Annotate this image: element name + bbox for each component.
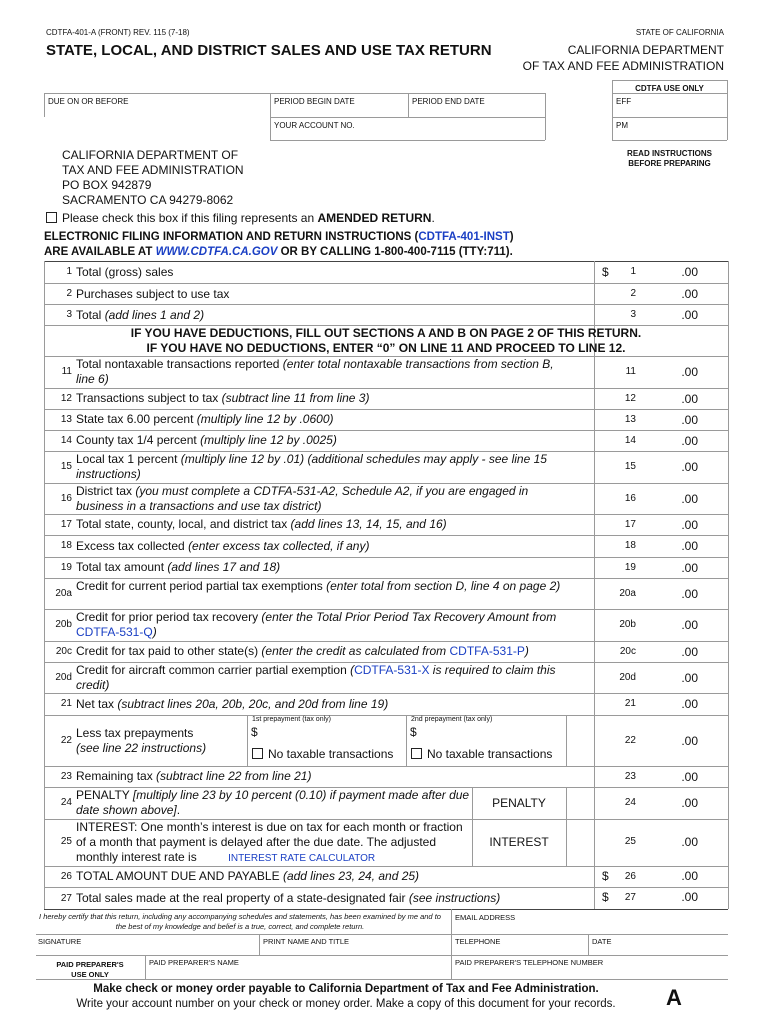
deductions-note-1: IF YOU HAVE DEDUCTIONS, FILL OUT SECTIONS A AND B ON PAGE 2 OF THIS RETURN. [130, 326, 642, 340]
form-letter: A [666, 985, 682, 1010]
efile-line2-a: ARE AVAILABLE AT [44, 246, 156, 258]
interest-calculator-link[interactable]: INTEREST RATE CALCULATOR [228, 853, 376, 864]
line-2-box: 2 [630, 288, 636, 299]
line-1-amount[interactable]: .00 [681, 265, 698, 279]
line-13-desc [76, 412, 566, 427]
deductions-note [44, 326, 728, 356]
line-13-italic: (multiply line 12 by .0600) [196, 412, 334, 426]
line-number: 1 [66, 266, 72, 277]
line-20a-amount[interactable]: .00 [681, 587, 698, 601]
line-3 [44, 304, 728, 325]
line-21-text: Net tax [76, 697, 118, 711]
line-number: 24 [60, 797, 72, 808]
line-22-box: 22 [624, 735, 636, 746]
line-22-italic: (see line 22 instructions) [76, 741, 207, 755]
account-no-label: YOUR ACCOUNT NO. [274, 121, 355, 130]
line-20d-desc [76, 663, 566, 693]
period-end-label: PERIOD END DATE [412, 97, 485, 106]
mailing-address [62, 148, 244, 208]
form-title: STATE, LOCAL, AND DISTRICT SALES AND USE TAX RETURN [46, 42, 492, 59]
inst-link[interactable]: CDTFA-401-INST [418, 231, 510, 243]
line-number: 20b [55, 619, 72, 630]
line-number: 17 [60, 519, 72, 530]
line-20b-italic-end: ) [152, 625, 157, 639]
date-label: DATE [592, 937, 612, 946]
form-531p-link[interactable]: CDTFA-531-P [449, 644, 525, 658]
line-23 [44, 766, 728, 787]
line-14 [44, 430, 728, 451]
paid-preparer-label [36, 960, 144, 980]
line-number: 16 [60, 493, 72, 504]
line-15-amount[interactable]: .00 [681, 460, 698, 474]
line-13-amount[interactable]: .00 [681, 413, 698, 427]
line-21-desc [76, 697, 566, 712]
line-2-desc: Purchases subject to use tax [76, 287, 230, 301]
account-note: Write your account number on your check or money order. Make a copy of this document for your records. [76, 998, 616, 1010]
line-22-desc [76, 726, 276, 756]
line-23-amount[interactable]: .00 [681, 770, 698, 784]
certification: I hereby certify that this return, including any accompanying schedules and statements, has been examined by me and to the best of my knowledge and belief is a true, correct, and complete return. [39, 912, 441, 931]
line-20b [44, 609, 728, 641]
line-20d-amount[interactable]: .00 [681, 671, 698, 685]
prepay-1-label: 1st prepayment (tax only) [252, 716, 331, 723]
line-18-amount[interactable]: .00 [681, 539, 698, 553]
line-19-desc [76, 560, 566, 575]
line-17-amount[interactable]: .00 [681, 518, 698, 532]
line-number: 19 [60, 562, 72, 573]
line-14-desc [76, 433, 566, 448]
line-25-text: INTEREST: One month’s interest is due on tax for each month or fraction of a month that payment is delayed after the due date. The adjusted monthly interest rate is [76, 820, 463, 864]
line-26-amount[interactable]: .00 [681, 869, 698, 883]
line-25-desc [76, 820, 471, 866]
interest-label: INTEREST [489, 835, 549, 849]
line-16-box: 16 [624, 493, 636, 504]
line-20a [44, 578, 728, 609]
line-12-box: 12 [624, 393, 636, 404]
line-12-desc [76, 391, 566, 406]
line-14-italic: (multiply line 12 by .0025) [200, 433, 337, 447]
line-20c-box: 20c [619, 646, 636, 657]
line-number: 12 [60, 393, 72, 404]
line-number: 13 [60, 414, 72, 425]
line-11-box: 11 [625, 366, 636, 377]
line-23-desc [76, 769, 566, 784]
line-3-text: Total [76, 308, 105, 322]
line-number: 22 [60, 735, 72, 746]
line-20c-desc [76, 644, 566, 659]
line-number: 20a [55, 588, 72, 599]
dollar-sign: $ [602, 890, 609, 904]
line-26-desc [76, 869, 566, 884]
line-24-text: PENALTY [76, 788, 133, 802]
line-26 [44, 866, 728, 887]
line-25 [44, 819, 728, 866]
line-20b-italic: (enter the Total Prior Period Tax Recovery Amount from [261, 610, 557, 624]
line-number: 3 [66, 309, 72, 320]
line-24 [44, 787, 728, 819]
line-20b-amount[interactable]: .00 [681, 618, 698, 632]
line-20a-text: Credit for current period partial tax exemptions [76, 579, 327, 593]
no-taxable-2-checkbox[interactable] [411, 748, 422, 759]
line-24-box: 24 [624, 797, 636, 808]
address-line-1: CALIFORNIA DEPARTMENT OF [62, 148, 239, 162]
line-24-italic: [multiply line 23 by 10 percent (0.10) if payment made after due date shown above] [76, 788, 470, 817]
line-19 [44, 557, 728, 578]
line-16 [44, 483, 728, 514]
line-12 [44, 388, 728, 409]
line-24-end: . [176, 803, 181, 817]
preparer-name-label: PAID PREPARER'S NAME [149, 958, 239, 967]
read-instructions [612, 149, 727, 169]
line-18-text: Excess tax collected [76, 539, 189, 553]
payable-note: Make check or money order payable to California Department of Tax and Fee Administration. [93, 983, 599, 995]
line-19-amount[interactable]: .00 [681, 561, 698, 575]
line-20c-amount[interactable]: .00 [681, 645, 698, 659]
line-19-text: Total tax amount [76, 560, 168, 574]
eff-label: EFF [616, 97, 632, 106]
due-date-label: DUE ON OR BEFORE [48, 97, 129, 106]
pm-label: PM [616, 121, 628, 130]
line-16-italic: (you must complete a CDTFA-531-A2, Schedule A2, if you are engaged in business in a transactions and use tax district) [76, 484, 529, 513]
line-20b-text: Credit for prior period tax recovery [76, 610, 262, 624]
line-13 [44, 409, 728, 430]
line-20b-desc [76, 610, 566, 640]
line-23-text: Remaining tax [76, 769, 157, 783]
line-20b-box: 20b [619, 619, 636, 630]
cdtfa-use-only: CDTFA USE ONLY [635, 84, 704, 93]
line-20d-box: 20d [619, 672, 636, 683]
dept-name [523, 43, 724, 73]
line-27-amount[interactable]: .00 [681, 890, 698, 904]
line-14-amount[interactable]: .00 [681, 434, 698, 448]
prepay-2-dollar[interactable]: $ [410, 725, 417, 739]
line-18 [44, 535, 728, 557]
line-22-text: Less tax prepayments [76, 726, 194, 740]
line-20c-italic-end: ) [524, 644, 529, 658]
line-20a-desc [76, 579, 566, 594]
line-1 [44, 261, 728, 283]
form-531q-link[interactable]: CDTFA-531-Q [76, 625, 153, 639]
line-20a-box: 20a [619, 588, 636, 599]
form-id: CDTFA-401-A (FRONT) REV. 115 (7-18) [46, 28, 190, 37]
line-21 [44, 693, 728, 715]
print-name-label: PRINT NAME AND TITLE [263, 937, 349, 946]
line-16-amount[interactable]: .00 [681, 492, 698, 506]
period-begin-label: PERIOD BEGIN DATE [274, 97, 355, 106]
line-20a-italic: (enter total from section D, line 4 on page 2) [326, 579, 561, 593]
line-18-italic: (enter excess tax collected, if any) [188, 539, 370, 553]
penalty-label: PENALTY [492, 796, 546, 810]
amended-checkbox[interactable] [46, 212, 57, 223]
amended-bold: AMENDED RETURN [317, 211, 432, 225]
line-1-desc: Total (gross) sales [76, 265, 174, 279]
line-14-box: 14 [624, 435, 636, 446]
line-16-desc [76, 484, 566, 514]
efile-line1-b: ) [509, 231, 514, 243]
line-3-box: 3 [630, 309, 636, 320]
no-taxable-1-checkbox[interactable] [252, 748, 263, 759]
line-26-text: TOTAL AMOUNT DUE AND PAYABLE [76, 869, 283, 883]
line-number: 18 [60, 540, 72, 551]
form-531x-link[interactable]: CDTFA-531-X [354, 663, 430, 677]
line-24-desc [76, 788, 476, 818]
line-27-desc [76, 891, 566, 906]
line-20c-italic: (enter the credit as calculated from [261, 644, 450, 658]
line-number: 20d [55, 672, 72, 683]
dept-line-2: OF TAX AND FEE ADMINISTRATION [522, 59, 724, 73]
line-number: 26 [60, 871, 72, 882]
paid-preparer-1: PAID PREPARER'S [56, 960, 124, 969]
efile-line2-b: OR BY CALLING 1-800-400-7115 (TTY:711). [277, 246, 513, 258]
line-20d-italic-end: is required to claim this credit) [76, 663, 556, 692]
line-27-box: 27 [624, 892, 636, 903]
line-number: 27 [60, 893, 72, 904]
amended-end: . [431, 211, 435, 225]
line-12-text: Transactions subject to tax [76, 391, 222, 405]
line-15-text: Local tax 1 percent [76, 452, 181, 466]
line-17-text: Total state, county, local, and district tax [76, 517, 291, 531]
telephone-label: TELEPHONE [455, 937, 501, 946]
prepay-2-label: 2nd prepayment (tax only) [411, 716, 493, 723]
line-2 [44, 283, 728, 304]
no-taxable-2 [411, 747, 552, 761]
line-26-italic: (add lines 23, 24, and 25) [282, 869, 420, 883]
line-number: 25 [60, 836, 72, 847]
line-15 [44, 451, 728, 483]
efile-info [44, 230, 514, 260]
prepay-1-dollar[interactable]: $ [251, 725, 258, 739]
address-line-4: SACRAMENTO CA 94279-8062 [62, 193, 234, 207]
line-20d [44, 662, 728, 693]
line-19-italic: (add lines 17 and 18) [167, 560, 281, 574]
line-number: 2 [66, 288, 72, 299]
amended-return-row [46, 211, 435, 225]
line-20d-text: Credit for aircraft common carrier partial exemption [76, 663, 351, 677]
line-number: 14 [60, 435, 72, 446]
paid-preparer-2: USE ONLY [71, 970, 109, 979]
no-taxable-1 [252, 747, 393, 761]
line-12-amount[interactable]: .00 [681, 392, 698, 406]
line-14-text: County tax 1/4 percent [76, 433, 201, 447]
line-3-amount[interactable]: .00 [681, 308, 698, 322]
line-17-box: 17 [624, 519, 636, 530]
line-20c-text: Credit for tax paid to other state(s) [76, 644, 262, 658]
line-16-text: District tax [76, 484, 136, 498]
preparer-phone-label: PAID PREPARER'S TELEPHONE NUMBER [455, 958, 604, 967]
line-13-text: State tax 6.00 percent [76, 412, 197, 426]
line-19-box: 19 [624, 562, 636, 573]
line-21-italic: (subtract lines 20a, 20b, 20c, and 20d from line 19) [117, 697, 389, 711]
line-1-box: 1 [630, 266, 636, 277]
state-label: STATE OF CALIFORNIA [635, 28, 724, 37]
line-23-box: 23 [624, 771, 636, 782]
dollar-sign: $ [602, 265, 609, 279]
line-2-amount[interactable]: .00 [681, 287, 698, 301]
line-12-italic: (subtract line 11 from line 3) [221, 391, 370, 405]
no-taxable-2-label: No taxable transactions [427, 747, 553, 761]
efile-line1-a: ELECTRONIC FILING INFORMATION AND RETURN INSTRUCTIONS ( [44, 231, 419, 243]
line-11-text: Total nontaxable transactions reported [76, 357, 283, 371]
line-number: 15 [60, 461, 72, 472]
line-13-box: 13 [624, 414, 636, 425]
line-21-amount[interactable]: .00 [681, 697, 698, 711]
address-line-3: PO BOX 942879 [62, 178, 152, 192]
line-27-text: Total sales made at the real property of a state-designated fair [76, 891, 409, 905]
read-instructions-2: BEFORE PREPARING [628, 159, 711, 168]
line-22 [44, 715, 728, 766]
line-20c [44, 641, 728, 662]
line-20d-italic: ( [350, 663, 355, 677]
read-instructions-1: READ INSTRUCTIONS [627, 149, 712, 158]
line-15-box: 15 [624, 461, 636, 472]
line-27 [44, 887, 728, 909]
dollar-sign: $ [602, 869, 609, 883]
line-11-desc [76, 357, 566, 387]
amended-text: Please check this box if this filing represents an [62, 211, 318, 225]
line-25-box: 25 [624, 836, 636, 847]
line-18-box: 18 [624, 540, 636, 551]
line-number: 20c [55, 646, 72, 657]
line-11-amount[interactable]: .00 [681, 365, 698, 379]
line-25-amount[interactable]: .00 [681, 835, 698, 849]
line-3-desc [76, 308, 566, 323]
line-number: 21 [60, 698, 72, 709]
line-number: 23 [60, 771, 72, 782]
line-17-italic: (add lines 13, 14, 15, and 16) [290, 517, 447, 531]
line-17-desc [76, 517, 566, 532]
signature-label: SIGNATURE [38, 937, 82, 946]
line-23-italic: (subtract line 22 from line 21) [156, 769, 312, 783]
line-24-amount[interactable]: .00 [681, 796, 698, 810]
line-number: 11 [61, 366, 72, 377]
line-22-amount[interactable]: .00 [681, 734, 698, 748]
line-15-desc [76, 452, 566, 482]
line-18-desc [76, 539, 566, 554]
line-3-italic: (add lines 1 and 2) [104, 308, 205, 322]
line-11 [44, 356, 728, 388]
website-link[interactable]: WWW.CDTFA.CA.GOV [155, 246, 278, 258]
line-17 [44, 514, 728, 535]
line-27-italic: (see instructions) [408, 891, 501, 905]
address-line-2: TAX AND FEE ADMINISTRATION [62, 163, 244, 177]
deductions-note-2: IF YOU HAVE NO DEDUCTIONS, ENTER “0” ON LINE 11 AND PROCEED TO LINE 12. [146, 341, 626, 355]
line-11-italic: (enter total nontaxable transactions from section B, line 6) [76, 357, 554, 386]
line-21-box: 21 [624, 698, 636, 709]
email-label: EMAIL ADDRESS [455, 913, 516, 922]
line-26-box: 26 [624, 871, 636, 882]
dept-line-1: CALIFORNIA DEPARTMENT [567, 43, 724, 57]
no-taxable-1-label: No taxable transactions [268, 747, 394, 761]
line-15-italic: (multiply line 12 by .01) (additional schedules may apply - see line 15 instructions) [76, 452, 547, 481]
